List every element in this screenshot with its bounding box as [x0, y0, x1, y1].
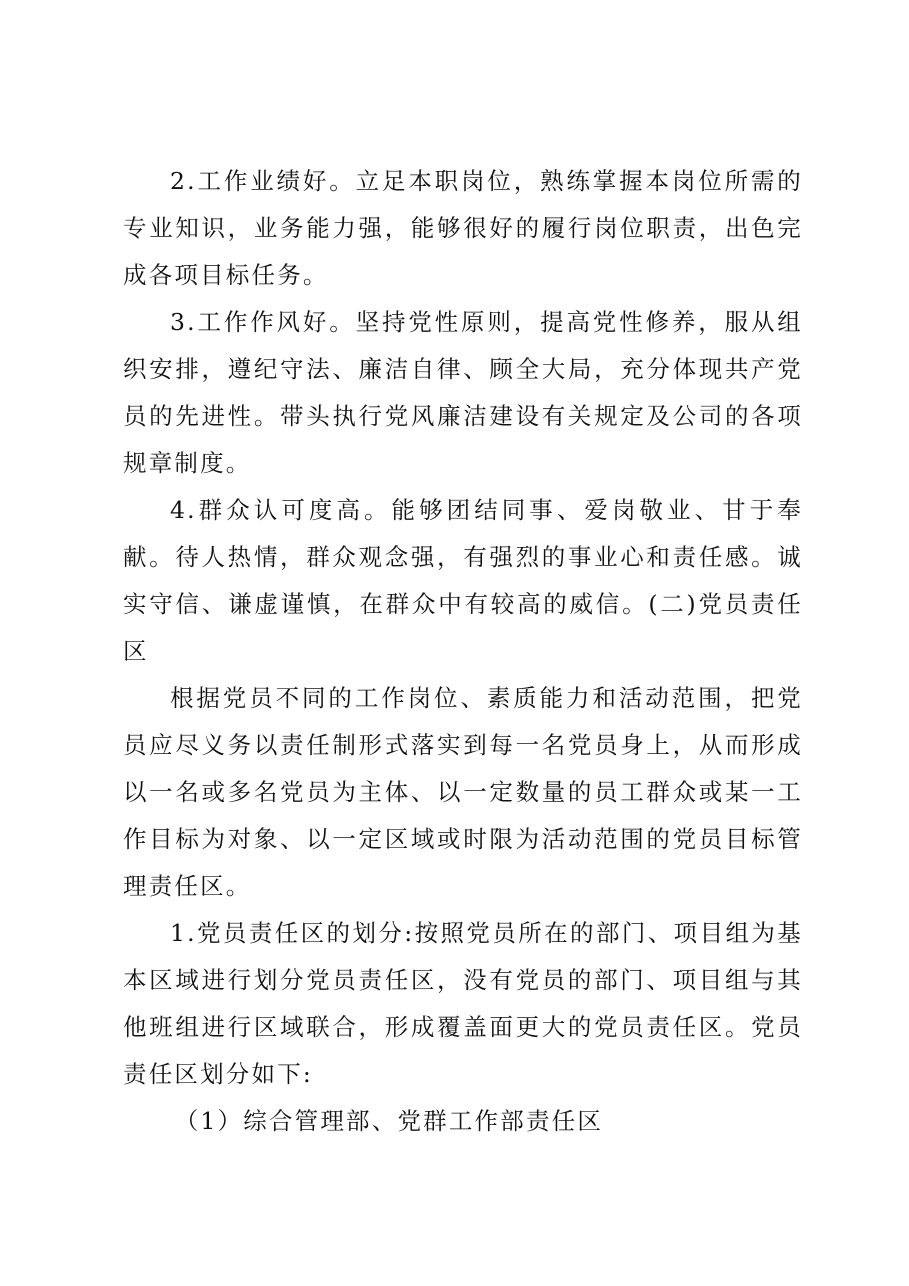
paragraph-work-style: 3.工作作风好。坚持党性原则，提高党性修养，服从组织安排，遵纪守法、廉洁自律、顾全大局，充分体现共产党员的先进性。带头执行党风廉洁建设有关规定及公司的各项规章制度。 — [123, 308, 803, 477]
paragraph-work-performance: 2.工作业绩好。立足本职岗位，熟练掌握本岗位所需的专业知识，业务能力强，能够很好的履行岗位职责，出色完成各项目标任务。 — [123, 167, 803, 289]
paragraph-zone-division: 1.党员责任区的划分:按照党员所在的部门、项目组为基本区域进行划分党员责任区，没有党员的部门、项目组与其他班组进行区域联合，形成覆盖面更大的党员责任区。党员责任区划分如下: — [123, 919, 803, 1088]
paragraph-public-recognition: 4.群众认可度高。能够团结同事、爱岗敬业、甘于奉献。待人热情，群众观念强，有强烈的事业心和责任感。诚实守信、谦虚谨慎，在群众中有较高的威信。(二)党员责任区 — [123, 496, 803, 665]
document-body — [123, 158, 803, 1145]
paragraph-zone-item-1: （1）综合管理部、党群工作部责任区 — [174, 1107, 604, 1135]
paragraph-responsibility-zone-intro: 根据党员不同的工作岗位、素质能力和活动范围，把党员应尽义务以责任制形式落实到每一名党员身上，从而形成以一名或多名党员为主体、以一定数量的员工群众或某一工作目标为对象、以一定区域或时限为活动范围的党员目标管理责任区。 — [123, 684, 803, 900]
